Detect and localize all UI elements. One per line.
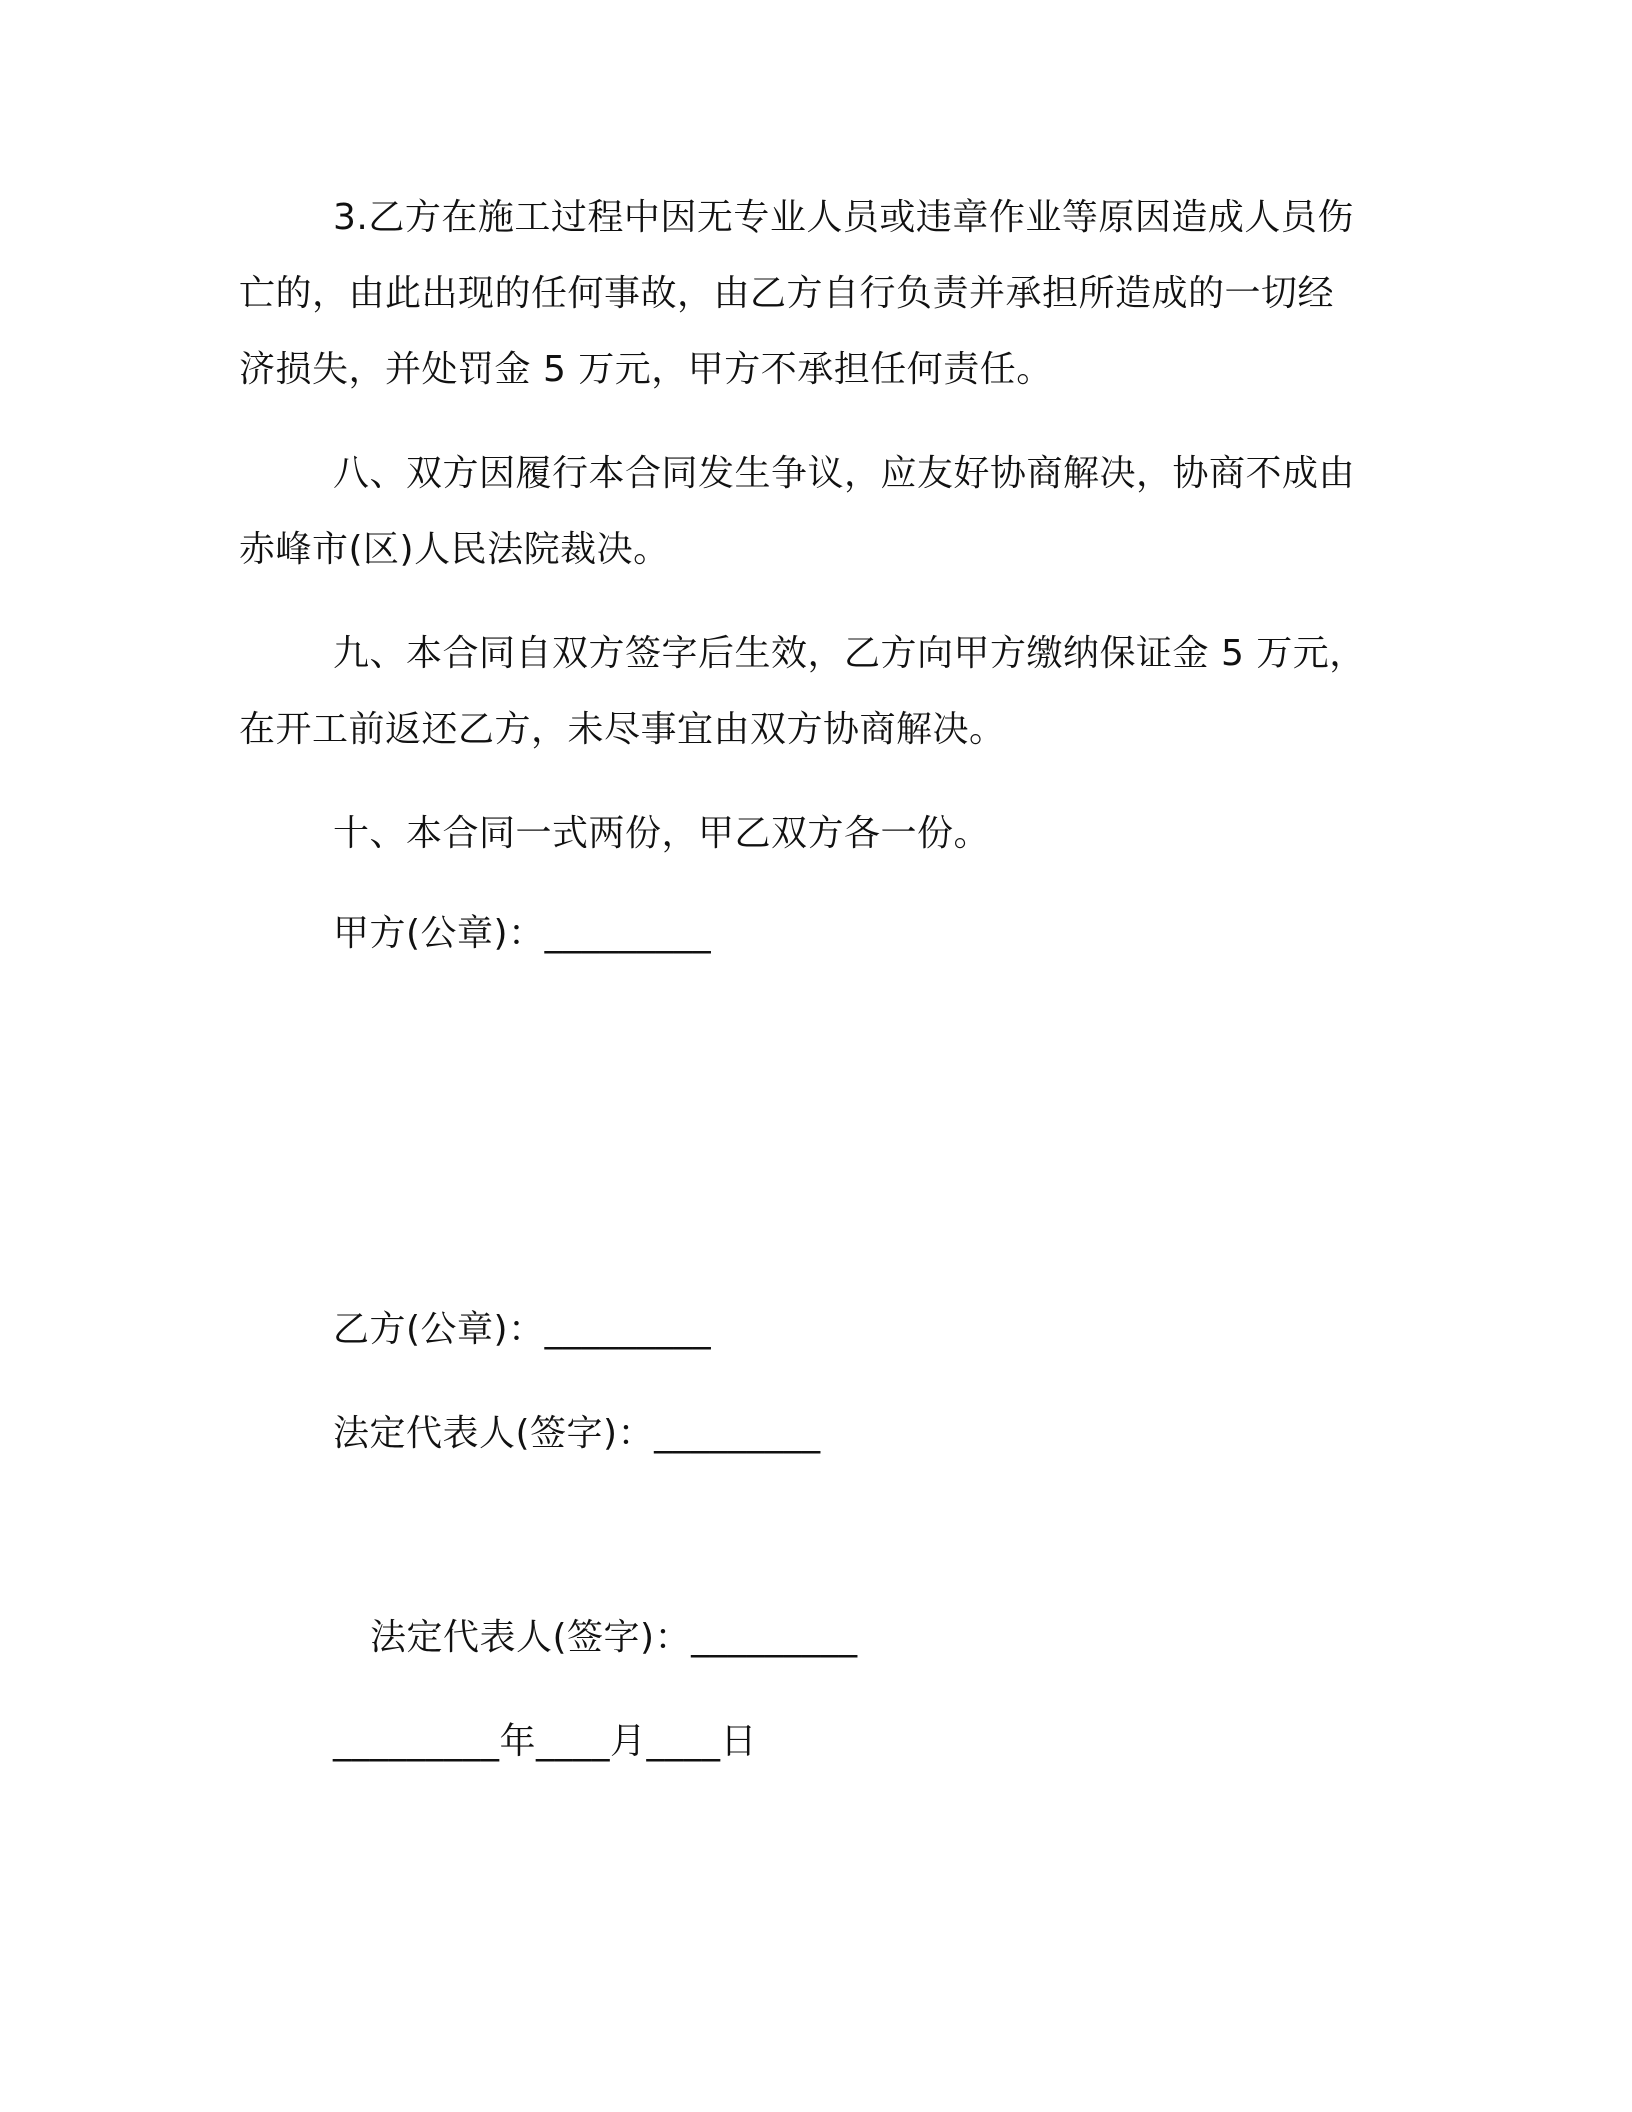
signing-date-line: _________年____月____日 <box>333 1721 757 1762</box>
clause7-item3-line3: 济损失，并处罚金 5 万元，甲方不承担任何责任。 <box>239 349 1053 390</box>
clause10-line1: 十、本合同一式两份，甲乙双方各一份。 <box>333 813 991 854</box>
clause7-item3-line2: 亡的，由此出现的任何事故，由乙方自行负责并承担所造成的一切经 <box>239 273 1335 314</box>
party-b-seal-line: 乙方(公章)：_________ <box>333 1309 712 1350</box>
clause9-line1: 九、本合同自双方签字后生效，乙方向甲方缴纳保证金 5 万元， <box>333 633 1366 674</box>
legal-representative-signature-line-1: 法定代表人(签字)：_________ <box>333 1413 821 1454</box>
clause8-line1: 八、双方因履行本合同发生争议，应友好协商解决，协商不成由 <box>333 453 1356 494</box>
clause9-line2: 在开工前返还乙方，未尽事宜由双方协商解决。 <box>239 709 1006 750</box>
clause8-line2: 赤峰市(区)人民法院裁决。 <box>239 529 670 570</box>
clause7-item3-line1: 3.乙方在施工过程中因无专业人员或违章作业等原因造成人员伤 <box>333 197 1354 238</box>
legal-representative-signature-line-2: 法定代表人(签字)：_________ <box>370 1617 858 1658</box>
party-a-seal-line: 甲方(公章)：_________ <box>333 913 712 954</box>
